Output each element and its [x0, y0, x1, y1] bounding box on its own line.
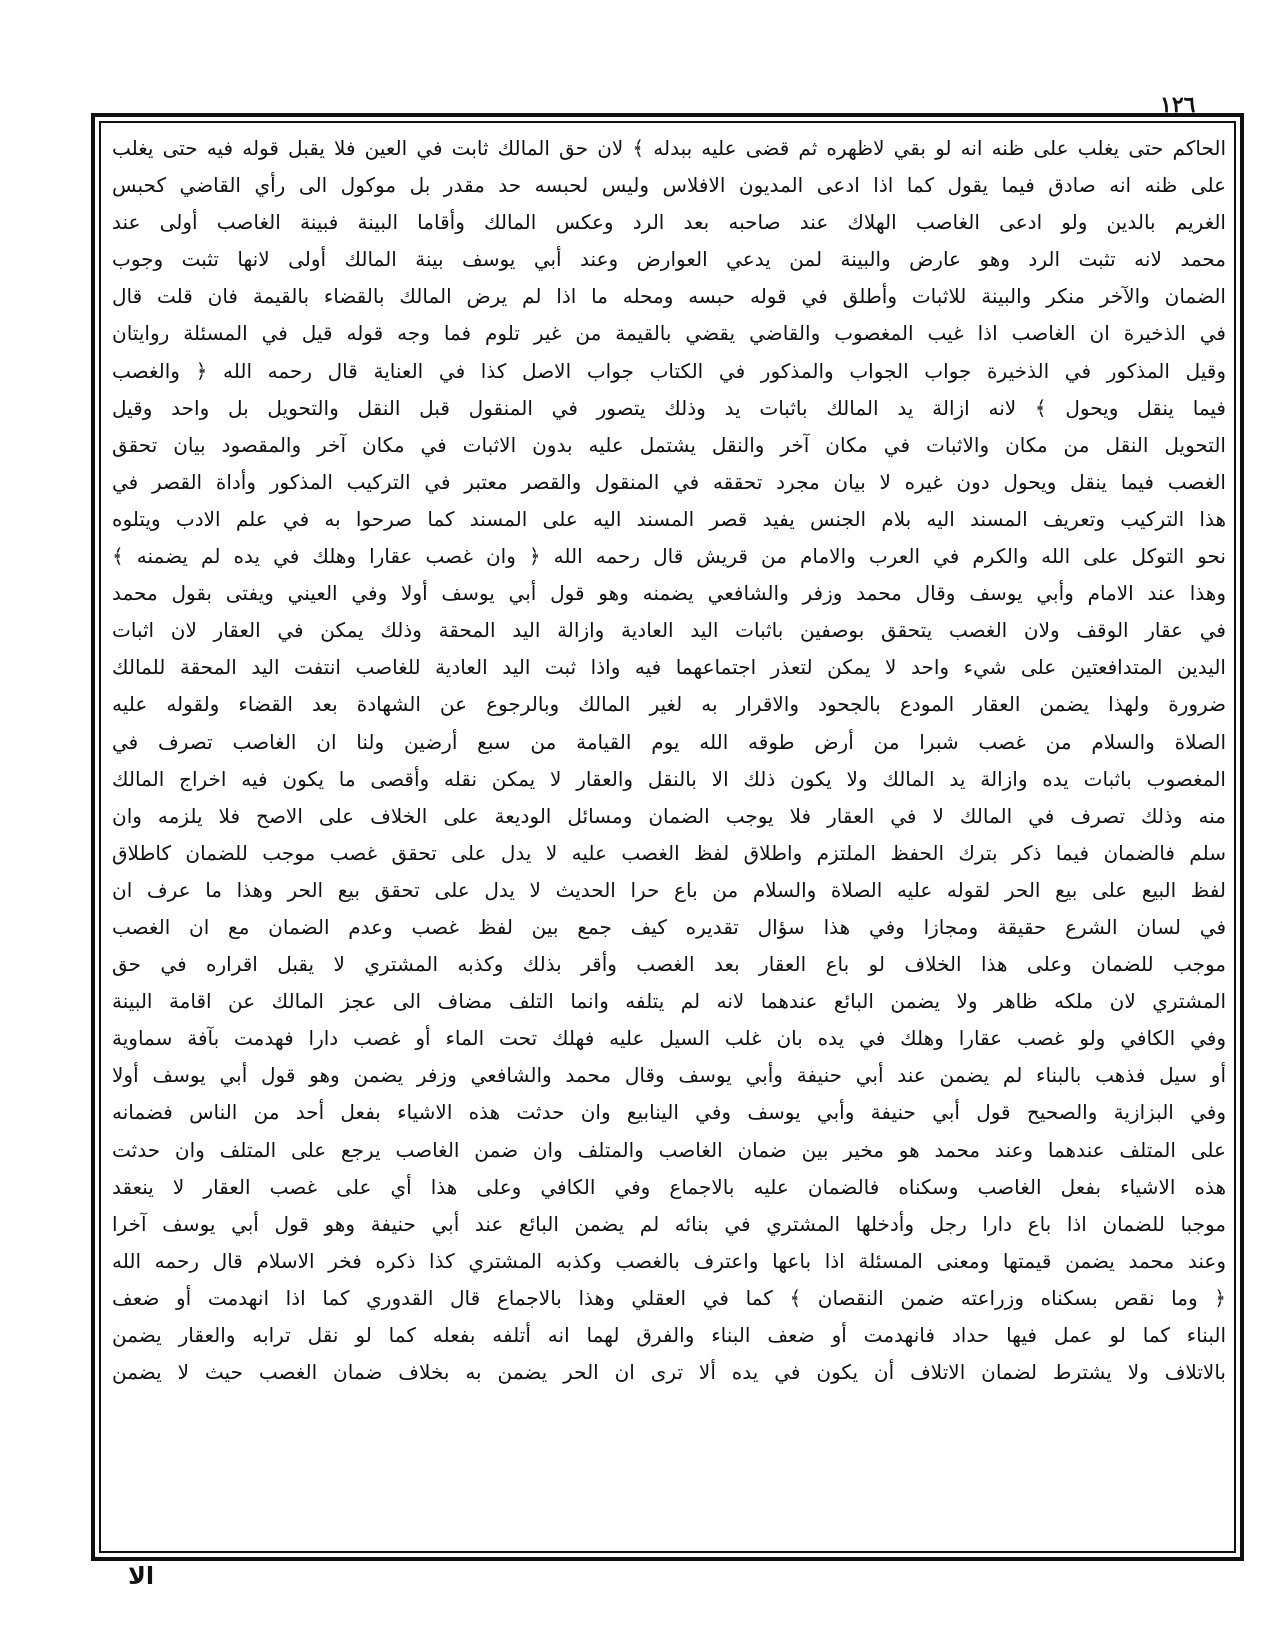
page-number: ١٢٦: [1160, 92, 1196, 118]
text-line: موجب للضمان وعلى هذا الخلاف لو باع العقار بعد الغصب وأقر بذلك وكذبه المشتري لا يقبل اقراره في حق: [112, 952, 1226, 977]
text-line: الغريم بالدين ولو ادعى الغاصب الهلاك عند صاحبه بعد الرد وعكس المالك وأقاما البينة فبينة الغاصب أولى عند: [112, 210, 1226, 235]
text-line: بالاتلاف ولا يشترط لضمان الاتلاف أن يكون في يده ألا ترى ان الحر يضمن به بخلاف ضمان الغصب حيث لا يضمن: [112, 1360, 1226, 1385]
text-line: على ظنه انه صادق فيما يقول كما اذا ادعى المديون الافلاس وليس لحبسه حد مقدر بل موكول الى رأي القاضي كحبس: [112, 173, 1226, 198]
text-line: الحاكم حتى يغلب على ظنه انه لو بقي لاظهره ثم قضى عليه ببدله ﴾ لان حق المالك ثابت في العين فلا يقبل قوله فيه حتى يغلب: [112, 136, 1226, 160]
text-line: وفي الكافي ولو غصب عقارا وهلك في يده بان غلب السيل عليه فهلك تحت الماء أو غصب دارا فهدمت بآفة سماوية: [112, 1026, 1226, 1051]
text-line: ضرورة ولهذا يضمن العقار المودع بالجحود والاقرار به لغير المالك وبالرجوع عن الشهادة بعد القضاء ولقوله عليه: [112, 692, 1226, 717]
text-line: وفي البزازية والصحيح قول أبي حنيفة وأبي يوسف وفي الينابيع وان حدثت هذه الاشياء بفعل أحد من الناس فضمانه: [112, 1100, 1226, 1125]
text-line: المشتري لان ملكه ظاهر ولا يضمن البائع عندهما لانه لم يتلفه وانما التلف مضاف الى عجز المالك عن اقامة البينة: [112, 989, 1226, 1014]
text-line: اليدين المتدافعتين على شيء واحد لا يمكن لتعذر اجتماعهما فيه واذا ثبت اليد العادية للغاصب انتفت اليد المحقة للمالك: [112, 655, 1226, 680]
text-line: الصلاة والسلام من غصب شبرا من أرض طوقه الله يوم القيامة من سبع أرضين ولنا ان الغاصب تصرف في: [112, 729, 1226, 754]
body-text: [112, 130, 1226, 1540]
text-line: محمد لانه تثبت الرد وهو عارض والبينة لمن يدعي العوارض وعند أبي يوسف بينة المالك أولى لانها تثبت وجوب: [112, 247, 1226, 272]
text-line: الضمان والآخر منكر والبينة للاثبات وأطلق في قوله حبسه ومحله ما اذا لم يرض المالك بالقضاء بالقيمة فان قلت قال: [112, 284, 1226, 309]
text-line: ﴿ وما نقص بسكناه وزراعته ضمن النقصان ﴾ كما في العقلي وهذا بالاجماع قال القدوري كما اذا انهدمت أو ضعف: [112, 1285, 1226, 1310]
text-line: وقيل المذكور في الذخيرة جواب الجواب والمذكور في الكتاب جواب الاصل كذا في العناية قال رحمه الله ﴿ والغصب: [112, 358, 1226, 383]
text-line: هذا التركيب وتعريف المسند اليه بلام الجنس يفيد قصر المسند اليه على المسند كما صرحوا به في علم الادب ويتلوه: [112, 506, 1226, 531]
text-line: الغصب فيما ينقل ويحول دون غيره لا بيان مجرد تحققه في المنقول والقصر معتبر في التركيب المذكور وأداة القصر في: [112, 469, 1226, 494]
catchword: الا: [128, 1562, 155, 1590]
text-line: فيما ينقل ويحول ﴾ لانه ازالة يد المالك باثبات يد وذلك يتصور في المنقول قبل النقل والتحويل بل واحد وقيل: [112, 395, 1226, 420]
text-line: سلم فالضمان فيما ذكر بترك الحفظ الملتزم واطلاق لفظ الغصب عليه لا يدل على تحقق غصب موجب للضمان كاطلاق: [112, 840, 1226, 865]
text-line: نحو التوكل على الله والكرم في العرب والامام من قريش قال رحمه الله ﴿ وان غصب عقارا وهلك في يده لم يضمنه ﴾: [112, 544, 1226, 569]
text-line: وعند محمد يضمن قيمتها ومعنى المسئلة اذا باعها واعترف بالغصب وكذبه المشتري كذا ذكره فخر الاسلام قال رحمه الله: [112, 1248, 1226, 1273]
text-line: أو سيل فذهب بالبناء لم يضمن عند أبي حنيفة وأبي يوسف وقال محمد والشافعي وزفر يضمن وهو قول أبي يوسف أولا: [112, 1063, 1226, 1088]
text-line: منه وذلك تصرف في المالك لا في العقار فلا يوجب الضمان ومسائل الوديعة على الخلاف على الاصح فلا يلزمه وان: [112, 803, 1226, 828]
text-line: موجبا للضمان اذا باع دارا رجل وأدخلها المشتري في بنائه لم يضمن البائع عند أبي حنيفة وهو قول أبي يوسف آخرا: [112, 1211, 1226, 1236]
text-line: التحويل النقل من مكان والاثبات في مكان آخر والنقل يشتمل عليه بدون الاثبات في مكان آخر والمقصود بيان تحقق: [112, 432, 1226, 457]
text-line: البناء كما لو عمل فيها حداد فانهدمت أو ضعف البناء والفرق لهما انه أتلفه بفعله كما لو نقل ترابه والعقار يضمن: [112, 1323, 1226, 1347]
text-line: وهذا عند الامام وأبي يوسف وقال محمد وزفر والشافعي يضمنه وهو قول أبي يوسف أولا وفي العيني ويفتى بقول محمد: [112, 581, 1226, 606]
text-line: على المتلف عندهما وعند محمد هو مخير بين ضمان الغاصب والمتلف وان ضمن الغاصب يرجع على المتلف وان حدثت: [112, 1137, 1226, 1162]
text-line: المغصوب باثبات يده وازالة يد المالك ولا يكون ذلك الا بالنقل والعقار لا يمكن نقله وأقصى ما يكون فيه اخراج المالك: [112, 766, 1226, 791]
text-line: لفظ البيع على بيع الحر لقوله عليه الصلاة والسلام من باع حرا الحديث لا يدل على تحقق بيع الحر وهذا ما عرف ان: [112, 877, 1226, 902]
text-line: في عقار الوقف ولان الغصب يتحقق بوصفين باثبات اليد العادية وازالة اليد المحقة وذلك يمكن في العقار لان اثبات: [112, 618, 1226, 643]
text-line: في لسان الشرع حقيقة ومجازا وفي هذا سؤال تقديره كيف جمع بين لفظ غصب وعدم الضمان مع ان الغصب: [112, 914, 1226, 939]
text-line: في الذخيرة ان الغاصب اذا غيب المغصوب والقاضي يقضي بالقيمة من غير تلوم فما وجه قوله قيل في المسئلة روايتان: [112, 321, 1226, 346]
text-line: هذه الاشياء بفعل الغاصب وسكناه فالضمان عليه بالاجماع وفي الكافي وعلى هذا أي على غصب العقار لا ينعقد: [112, 1174, 1226, 1199]
